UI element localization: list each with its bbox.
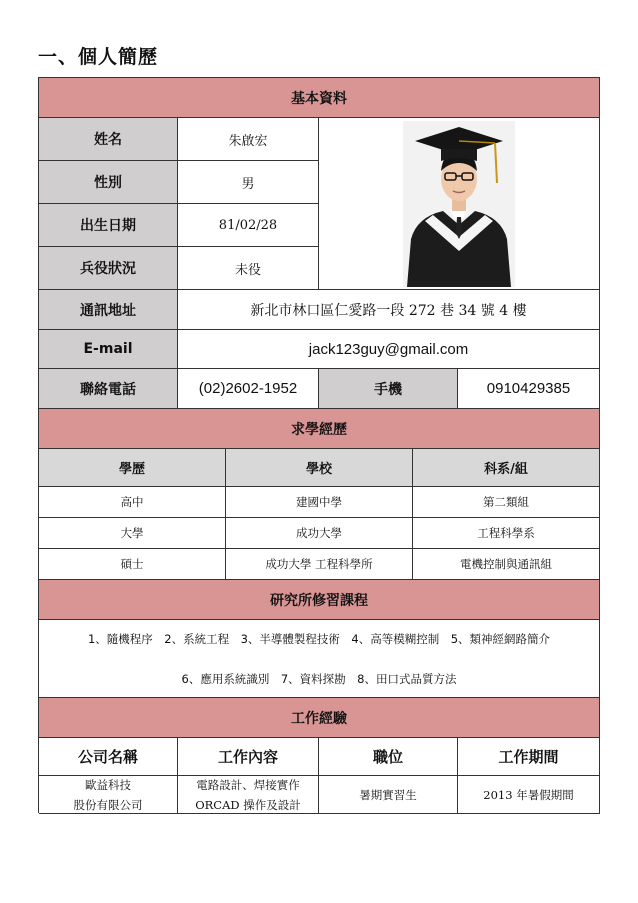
gender-label: 性別 bbox=[39, 161, 178, 204]
work-header: 職位 bbox=[319, 738, 458, 776]
work-company-line-2: 股份有限公司 bbox=[73, 797, 143, 812]
address-label: 通訊地址 bbox=[39, 290, 178, 330]
education-cell: 碩士 bbox=[39, 549, 226, 580]
gender-value: 男 bbox=[178, 161, 319, 204]
work-content-line-2: ORCAD 操作及設計 bbox=[195, 797, 301, 812]
courses-section-title: 研究所修習課程 bbox=[39, 580, 600, 620]
work-content-line-1: 電路設計、焊接實作 bbox=[196, 777, 300, 792]
resume-table bbox=[38, 77, 600, 813]
military-value: 未役 bbox=[178, 247, 319, 290]
work-header: 工作內容 bbox=[178, 738, 319, 776]
work-content bbox=[178, 776, 319, 814]
email-label: E-mail bbox=[39, 330, 178, 369]
education-cell: 工程科學系 bbox=[413, 518, 600, 549]
email-value: jack123guy@gmail.com bbox=[178, 330, 600, 369]
mobile-label: 手機 bbox=[319, 369, 458, 409]
courses-line-2: 6、應用系統識別 7、資料探勘 8、田口式品質方法 bbox=[181, 671, 457, 686]
phone-label: 聯絡電話 bbox=[39, 369, 178, 409]
education-header: 科系/組 bbox=[413, 449, 600, 487]
military-label: 兵役狀況 bbox=[39, 247, 178, 290]
phone-value: (02)2602-1952 bbox=[178, 369, 319, 409]
work-period: 2013 年暑假期間 bbox=[458, 776, 600, 814]
education-header: 學校 bbox=[226, 449, 413, 487]
education-header: 學歷 bbox=[39, 449, 226, 487]
education-cell: 建國中學 bbox=[226, 487, 413, 518]
name-label: 姓名 bbox=[39, 118, 178, 161]
education-cell: 成功大學 bbox=[226, 518, 413, 549]
work-company-line-1: 歐益科技 bbox=[85, 777, 131, 792]
page-heading: 一、個人簡歷 bbox=[38, 46, 159, 68]
work-section-title: 工作經驗 bbox=[39, 698, 600, 738]
name-value: 朱啟宏 bbox=[178, 118, 319, 161]
education-cell: 電機控制與通訊組 bbox=[413, 549, 600, 580]
education-cell: 第二類組 bbox=[413, 487, 600, 518]
education-cell: 大學 bbox=[39, 518, 226, 549]
photo-cell bbox=[319, 118, 600, 290]
mobile-value: 0910429385 bbox=[458, 369, 600, 409]
basic-section-title: 基本資料 bbox=[39, 78, 600, 118]
address-value: 新北市林口區仁愛路一段 272 巷 34 號 4 樓 bbox=[178, 290, 600, 330]
work-company bbox=[39, 776, 178, 814]
education-cell: 高中 bbox=[39, 487, 226, 518]
birth-label: 出生日期 bbox=[39, 204, 178, 247]
birth-value: 81/02/28 bbox=[178, 204, 319, 247]
education-section-title: 求學經歷 bbox=[39, 409, 600, 449]
work-header: 公司名稱 bbox=[39, 738, 178, 776]
work-header: 工作期間 bbox=[458, 738, 600, 776]
education-cell: 成功大學 工程科學所 bbox=[226, 549, 413, 580]
work-position: 暑期實習生 bbox=[319, 776, 458, 814]
courses-list bbox=[39, 620, 600, 698]
graduate-photo bbox=[403, 121, 515, 287]
courses-line-1: 1、隨機程序 2、系統工程 3、半導體製程技術 4、高等模糊控制 5、類神經網路簡介 bbox=[87, 631, 551, 646]
